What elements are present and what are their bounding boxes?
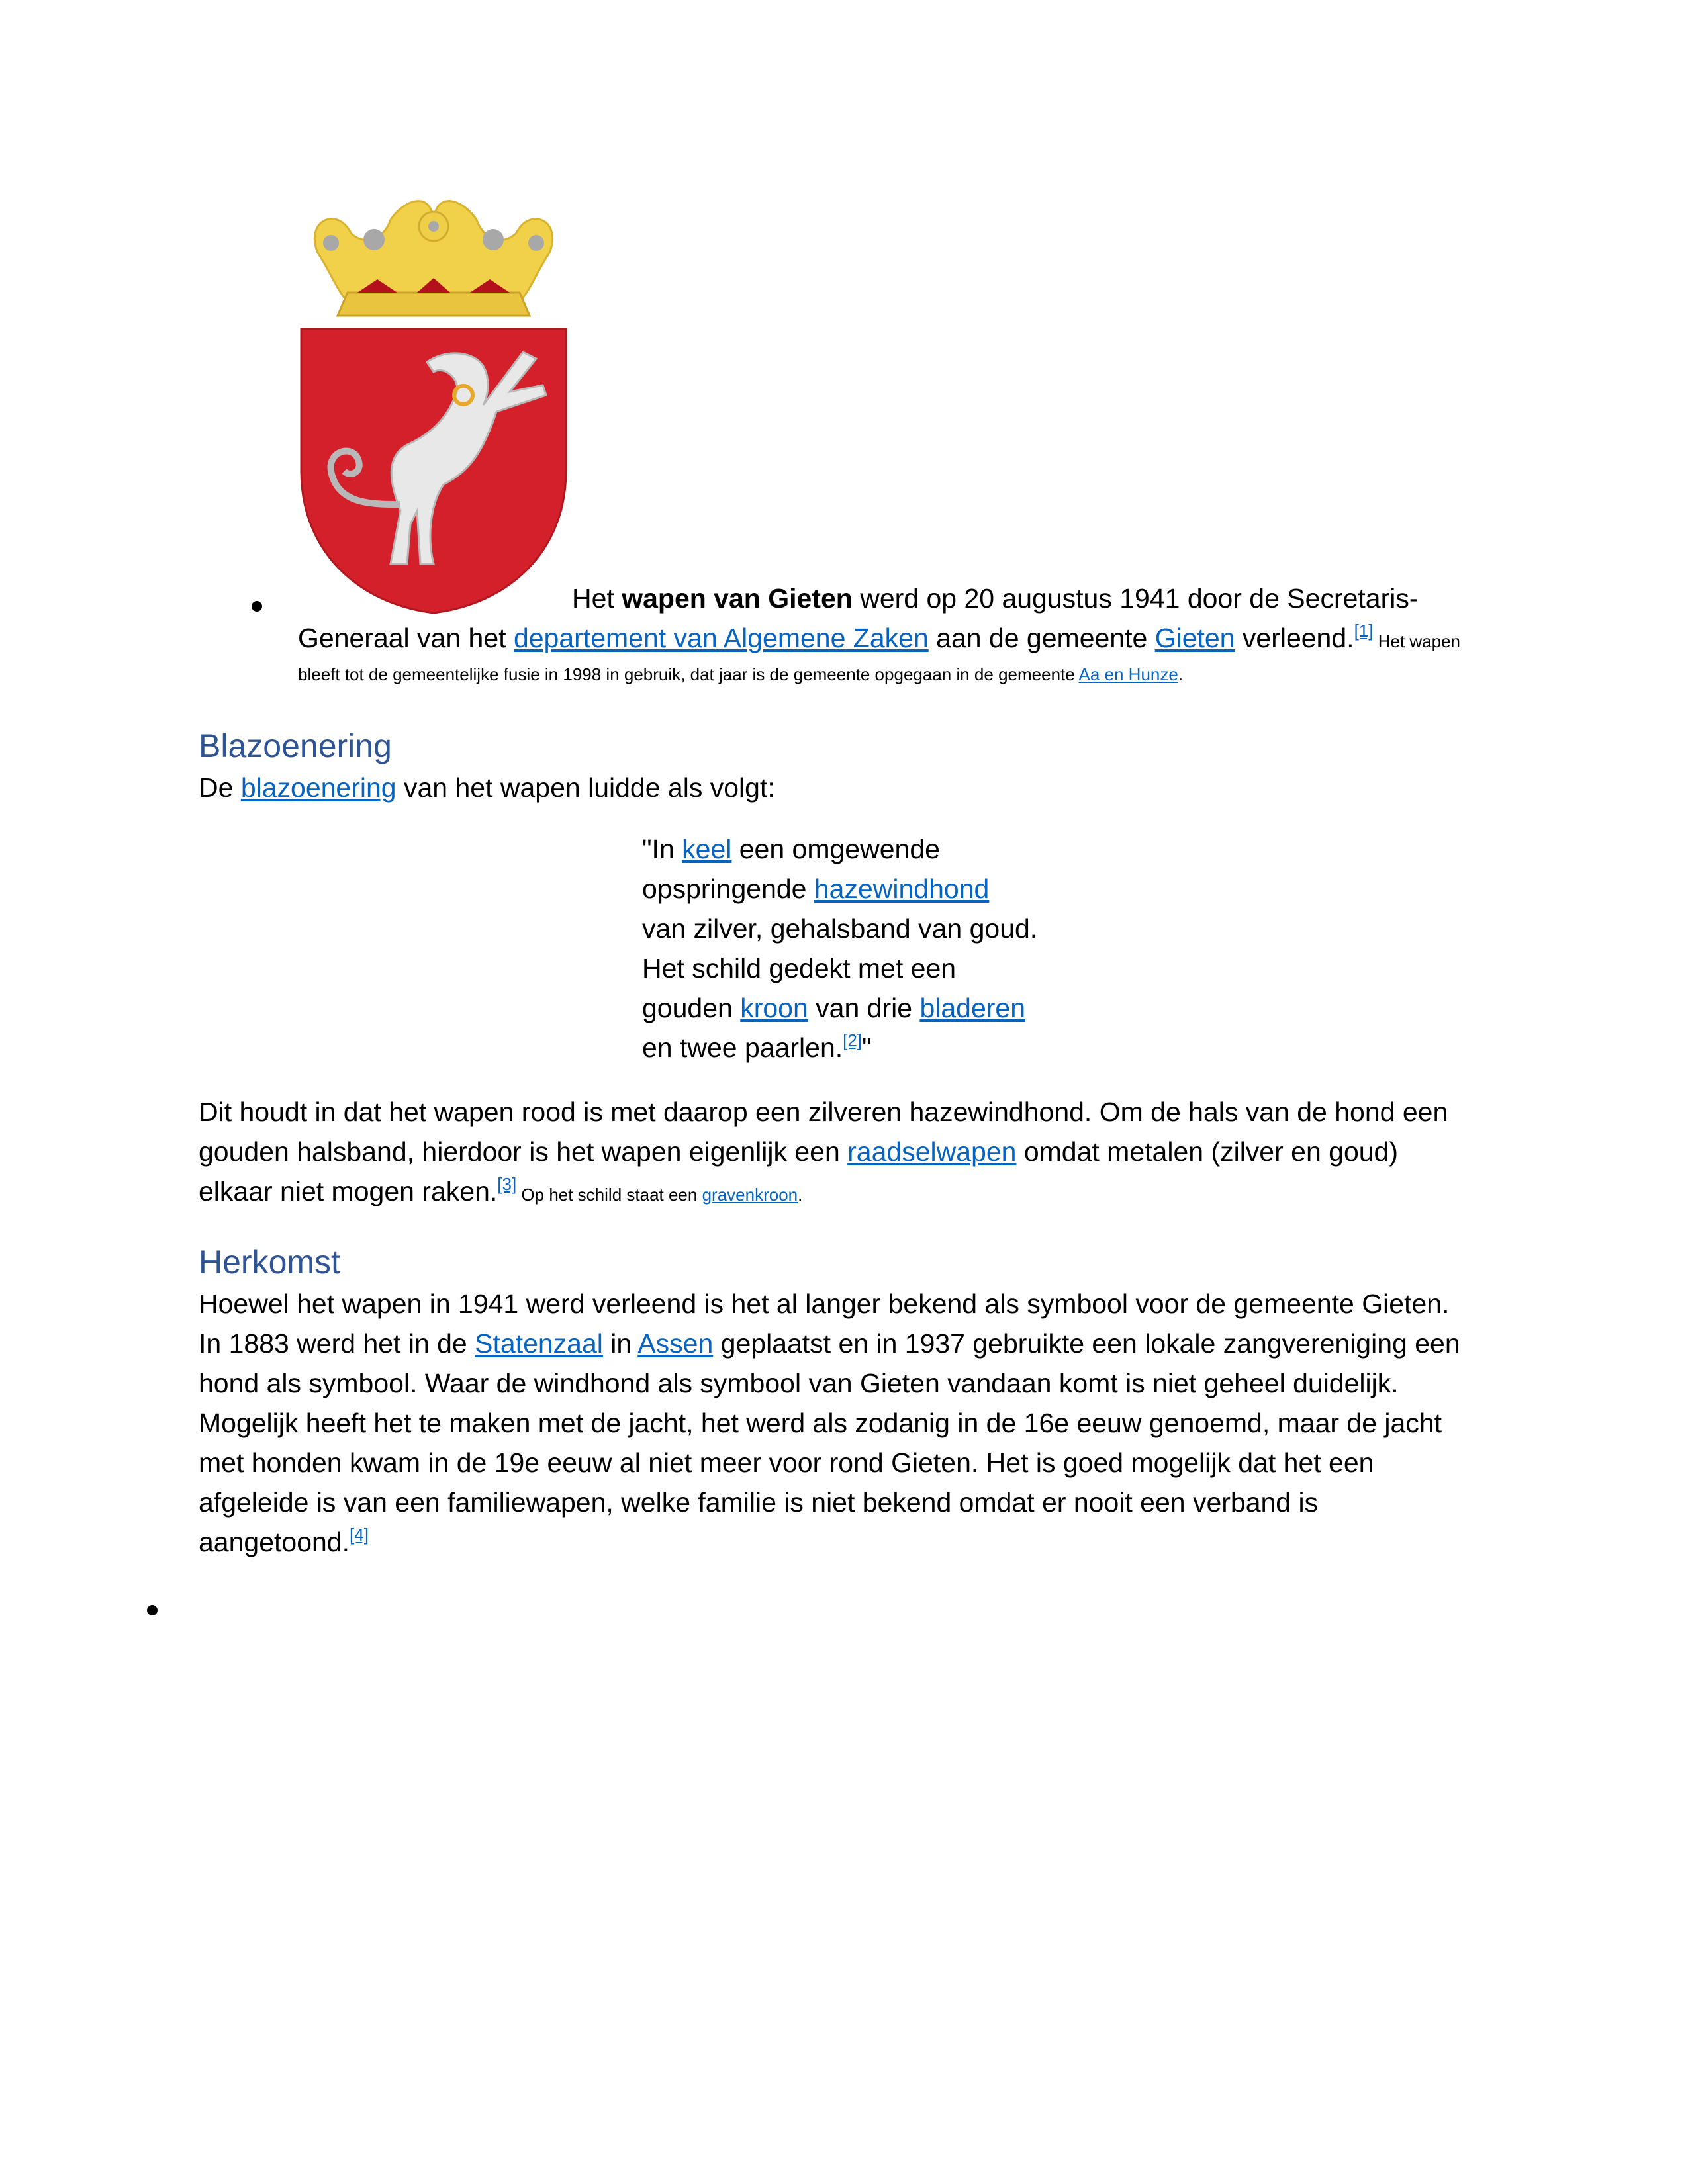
herkomst-line-5: met honden kwam in de 19e eeuw al niet meer voor rond Gieten. Het is goed mogelijk dat het een [199,1447,1374,1478]
link-assen[interactable]: Assen [637,1328,714,1359]
empty-list-bullet [147,1605,158,1615]
heading-blazoenering: Blazoenering [199,727,392,764]
arms-intro-line-3: bleeft tot de gemeentelijke fusie in 1998 in gebruik, dat jaar is de gemeente opgegaan in de gemeente Aa en Hunze. [298,664,1184,684]
herkomst-paragraph [199,1284,1496,1562]
link-blazoenering[interactable]: blazoenering [240,772,397,803]
reference-1-link[interactable]: [1] [1354,621,1374,641]
meaning-line-2: gouden halsband, hierdoor is het wapen eigenlijk een raadselwapen omdat metalen (zilver en goud) [199,1136,1399,1167]
link-bladeren[interactable]: bladeren [919,993,1026,1023]
herkomst-line-6: afgeleide is van een familiewapen, welke familie is niet bekend omdat er nooit een verband is [199,1487,1319,1518]
quote-line-6: en twee paarlen.[2]" [642,1030,872,1063]
link-aa-en-hunze[interactable]: Aa en Hunze [1078,664,1178,684]
arms-intro-paragraph [298,578,1489,688]
link-gravenkroon[interactable]: gravenkroon [702,1185,798,1205]
quote-line-1: "In keel een omgewende [642,834,940,864]
quote-line-3: van zilver, gehalsband van goud. [642,913,1038,944]
reference-4-link[interactable]: [4] [350,1525,369,1545]
quote-line-5: gouden kroon van drie bladeren [642,993,1026,1023]
link-gieten[interactable]: Gieten [1154,623,1235,653]
blazon-quote [642,829,1105,1068]
quote-line-4: Het schild gedekt met een [642,953,957,983]
arms-intro-line-2: Generaal van het departement van Algemene Zaken aan de gemeente Gieten verleend.[1] Het wapen [298,621,1461,653]
blazon-meaning-paragraph [199,1092,1496,1214]
meaning-line-3: elkaar niet mogen raken.[3] Op het schild staat een gravenkroon. [199,1174,803,1206]
herkomst-line-7: aangetoond.[4] [199,1525,369,1557]
herkomst-line-1: Hoewel het wapen in 1941 werd verleend is het al langer bekend als symbool voor de gemeente Gieten. [199,1289,1450,1319]
heading-herkomst: Herkomst [199,1244,340,1281]
herkomst-line-4: Mogelijk heeft het te maken met de jacht, het werd als zodanig in de 16e eeuw genoemd, maar de jacht [199,1408,1442,1438]
arms-intro-line-1: Het wapen van Gieten werd op 20 augustus 1941 door de Secretaris- [572,583,1419,614]
crown-icon [314,201,552,316]
list-bullet [252,601,262,612]
reference-2-link[interactable]: [2] [843,1030,863,1050]
herkomst-line-2: In 1883 werd het in de Statenzaal in Assen geplaatst en in 1937 gebruikte een lokale zangvereniging een [199,1328,1460,1359]
link-departement-algemene-zaken[interactable]: departement van Algemene Zaken [513,623,929,653]
meaning-line-1: Dit houdt in dat het wapen rood is met daarop een zilveren hazewindhond. Om de hals van de hond een [199,1097,1448,1127]
herkomst-line-3: hond als symbool. Waar de windhond als symbool van Gieten vandaan komt is niet geheel duidelijk. [199,1368,1399,1398]
arms-name-bold: wapen van Gieten [622,583,853,614]
reference-3-link[interactable]: [3] [497,1174,517,1194]
link-raadselwapen[interactable]: raadselwapen [847,1136,1017,1167]
quote-line-2: opspringende hazewindhond [642,874,990,904]
link-keel[interactable]: keel [682,834,732,864]
link-kroon[interactable]: kroon [740,993,808,1023]
link-statenzaal[interactable]: Statenzaal [475,1328,603,1359]
coat-of-arms-image [291,193,576,614]
blazoenering-intro: De blazoenering van het wapen luidde als volgt: [199,772,775,803]
link-hazewindhond[interactable]: hazewindhond [814,874,990,904]
